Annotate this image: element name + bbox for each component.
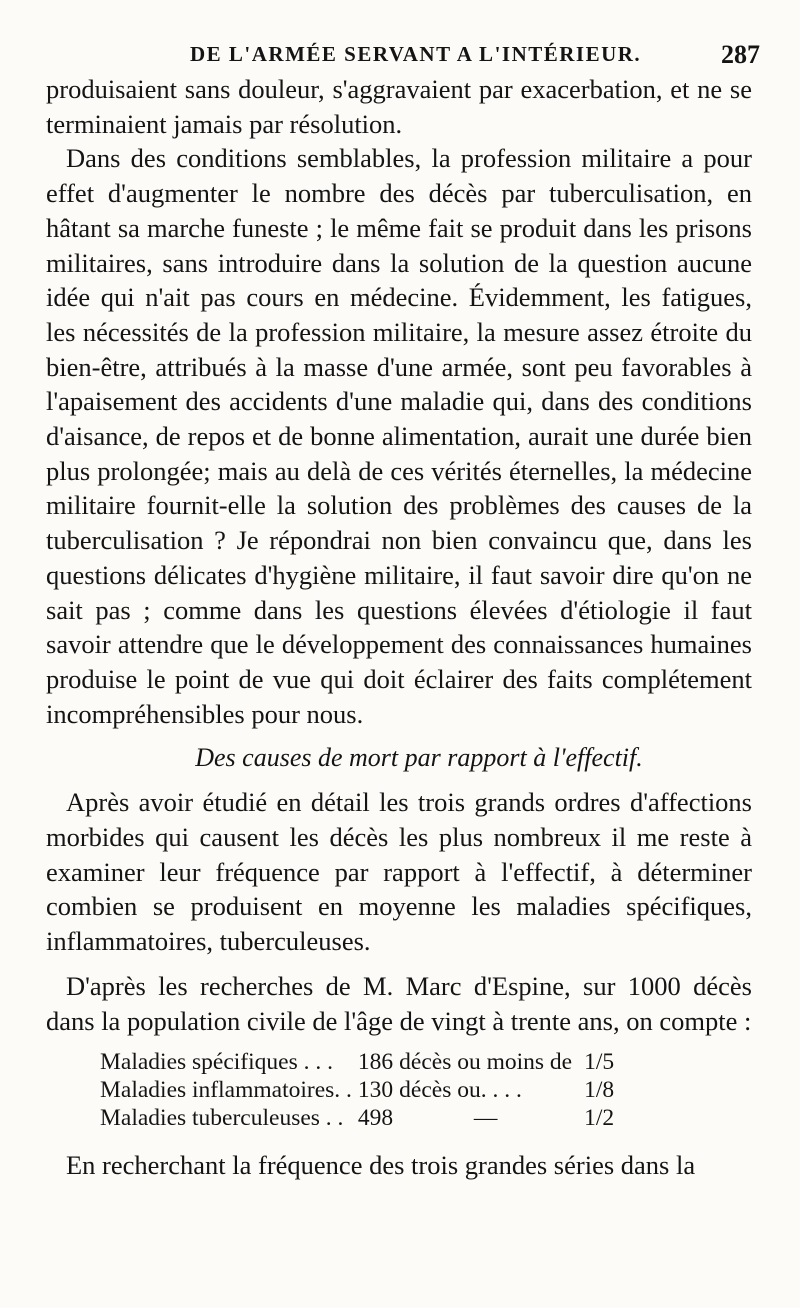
table-row — [100, 1048, 620, 1076]
table-row — [100, 1104, 620, 1132]
page-number: 287 — [721, 40, 760, 69]
paragraph-military-profession: Dans des conditions semblables, la profession militaire a pour effet d'augmenter le nombre des décès par tuberculisation, en hâtant sa marche funeste ; le même fait se produit dans les prisons militaires, sans introduire dans la solution de la question aucune idée qui n'ait pas cours en médecine. Évidemment, les fatigues, les nécessités de la profession militaire, la mesure assez étroite du bien-être, attribués à la masse d'une armée, sont peu favorables à l'apaisement des accidents d'une maladie qui, dans des conditions d'aisance, de repos et de bonne alimentation, aurait une durée bien plus prolongée; mais au delà de ces vérités éternelles, la médecine militaire fournit-elle la solution des problèmes des causes de la tuberculisation ? Je répondrai non bien convaincu que, dans les questions délicates d'hygiène militaire, il faut savoir dire qu'on ne sait pas ; comme dans les questions élevées d'étiologie il faut savoir attendre que le développement des connaissances humaines produise le point de vue qui doit éclairer des faits complétement incompréhensibles pour nous. — [46, 143, 752, 729]
row-unit: décès ou. . . . — [399, 1077, 522, 1104]
row-unit: — — [473, 1105, 498, 1132]
row-fraction: 1/8 — [584, 1077, 615, 1104]
section-heading: Des causes de mort par rapport à l'effectif. — [195, 743, 643, 773]
mortality-table — [100, 1048, 620, 1132]
row-label: Maladies spécifiques . . . — [100, 1049, 333, 1076]
paragraph-continuation: produisaient sans douleur, s'aggravaient par exacerbation, et ne se terminaient jamais par résolution. — [46, 74, 752, 139]
paragraph-marc-espine: D'après les recherches de M. Marc d'Espine, sur 1000 décès dans la population civile de l'âge de vingt à trente ans, on compte : — [46, 970, 752, 1036]
body-text — [46, 72, 752, 1183]
row-fraction: 1/2 — [584, 1105, 615, 1132]
row-count: 186 — [357, 1049, 394, 1076]
paragraph-final: En recherchant la fréquence des trois grandes séries dans la — [66, 1150, 696, 1181]
row-count: 130 — [357, 1077, 394, 1104]
running-title: DE L'ARMÉE SERVANT A L'INTÉRIEUR. — [190, 42, 642, 66]
row-fraction: 1/5 — [584, 1049, 615, 1076]
row-label: Maladies tuberculeuses . . — [100, 1105, 344, 1132]
row-count: 498 — [357, 1105, 394, 1132]
paragraph-effectif: Après avoir étudié en détail les trois grands ordres d'affections morbides qui causent les décès les plus nombreux il me reste à examiner leur fréquence par rapport à l'effectif, à déterminer combien se produisent en moyenne les maladies spécifiques, inflammatoires, tuberculeuses. — [46, 787, 752, 957]
table-row — [100, 1076, 620, 1104]
row-label: Maladies inflammatoires. . — [100, 1077, 352, 1104]
row-unit: décès ou moins de — [399, 1049, 573, 1076]
